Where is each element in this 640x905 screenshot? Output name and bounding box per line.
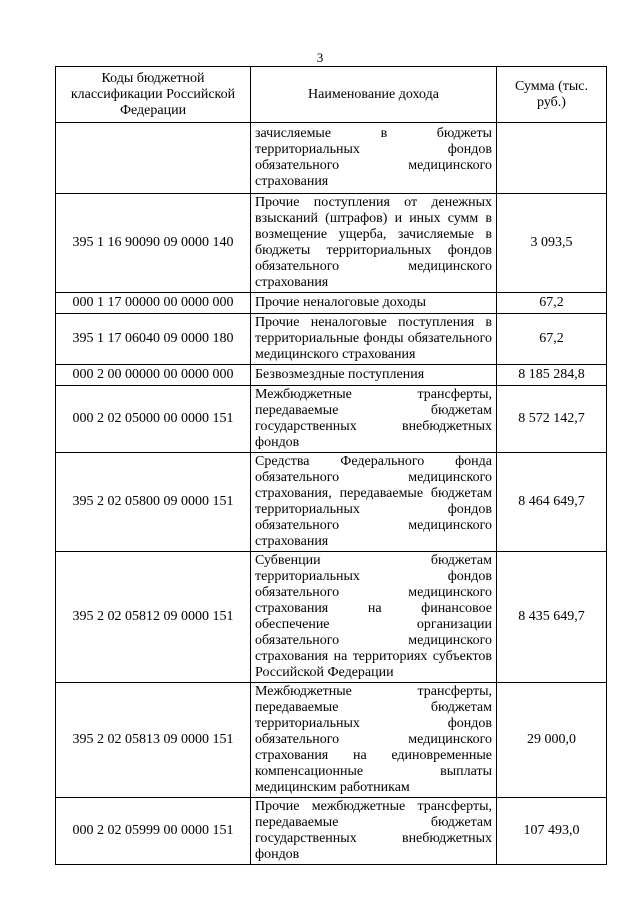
amount-cell: 67,2 xyxy=(497,293,607,314)
name-cell: Средства Федерального фонда обязательного медицинского страхования, передаваемые бюджетам территориальных фондов обязательного медицинского страхования xyxy=(251,453,497,552)
code-cell xyxy=(56,123,251,194)
code-cell: 395 1 16 90090 09 0000 140 xyxy=(56,194,251,293)
table-row xyxy=(56,365,607,386)
amount-cell xyxy=(497,123,607,194)
amount-cell: 3 093,5 xyxy=(497,194,607,293)
amount-cell: 67,2 xyxy=(497,314,607,365)
table-header-row xyxy=(56,67,607,123)
header-name: Наименование дохода xyxy=(251,67,497,123)
page-number: 3 xyxy=(316,50,324,65)
code-cell: 395 2 02 05813 09 0000 151 xyxy=(56,683,251,798)
code-cell: 000 2 02 05999 00 0000 151 xyxy=(56,798,251,865)
table-row xyxy=(56,386,607,453)
name-cell: Прочие неналоговые доходы xyxy=(251,293,497,314)
code-cell: 000 2 02 05000 00 0000 151 xyxy=(56,386,251,453)
code-cell: 000 1 17 00000 00 0000 000 xyxy=(56,293,251,314)
amount-cell: 8 435 649,7 xyxy=(497,552,607,683)
table-row xyxy=(56,293,607,314)
amount-cell: 8 464 649,7 xyxy=(497,453,607,552)
header-code: Коды бюджетной классификации Российской Федерации xyxy=(56,67,251,123)
code-cell: 395 2 02 05800 09 0000 151 xyxy=(56,453,251,552)
amount-cell: 8 185 284,8 xyxy=(497,365,607,386)
revenue-table xyxy=(55,66,607,865)
name-cell: Межбюджетные трансферты, передаваемые бюджетам территориальных фондов обязательного медицинского страхования на единовременные компенсационные выплаты медицинским работникам xyxy=(251,683,497,798)
table-row xyxy=(56,194,607,293)
name-cell: Субвенции бюджетам территориальных фондов обязательного медицинского страхования на финансовое обеспечение организации обязательного медицинского страхования на территориях субъектов Российской Федерации xyxy=(251,552,497,683)
code-cell: 000 2 00 00000 00 0000 000 xyxy=(56,365,251,386)
table-row xyxy=(56,683,607,798)
header-amount: Сумма (тыс. руб.) xyxy=(497,67,607,123)
code-cell: 395 1 17 06040 09 0000 180 xyxy=(56,314,251,365)
table-row xyxy=(56,314,607,365)
table-row xyxy=(56,453,607,552)
name-cell: Прочие межбюджетные трансферты, передаваемые бюджетам государственных внебюджетных фондов xyxy=(251,798,497,865)
name-cell: Безвозмездные поступления xyxy=(251,365,497,386)
name-cell: Межбюджетные трансферты, передаваемые бюджетам государственных внебюджетных фондов xyxy=(251,386,497,453)
table-row xyxy=(56,123,607,194)
amount-cell: 107 493,0 xyxy=(497,798,607,865)
table-row xyxy=(56,798,607,865)
code-cell: 395 2 02 05812 09 0000 151 xyxy=(56,552,251,683)
name-cell: зачисляемые в бюджеты территориальных фондов обязательного медицинского страхования xyxy=(251,123,497,194)
name-cell: Прочие неналоговые поступления в территориальные фонды обязательного медицинского страхования xyxy=(251,314,497,365)
table-row xyxy=(56,552,607,683)
name-cell: Прочие поступления от денежных взысканий (штрафов) и иных сумм в возмещение ущерба, зачисляемые в бюджеты территориальных фондов обязательного медицинского страхования xyxy=(251,194,497,293)
amount-cell: 29 000,0 xyxy=(497,683,607,798)
amount-cell: 8 572 142,7 xyxy=(497,386,607,453)
